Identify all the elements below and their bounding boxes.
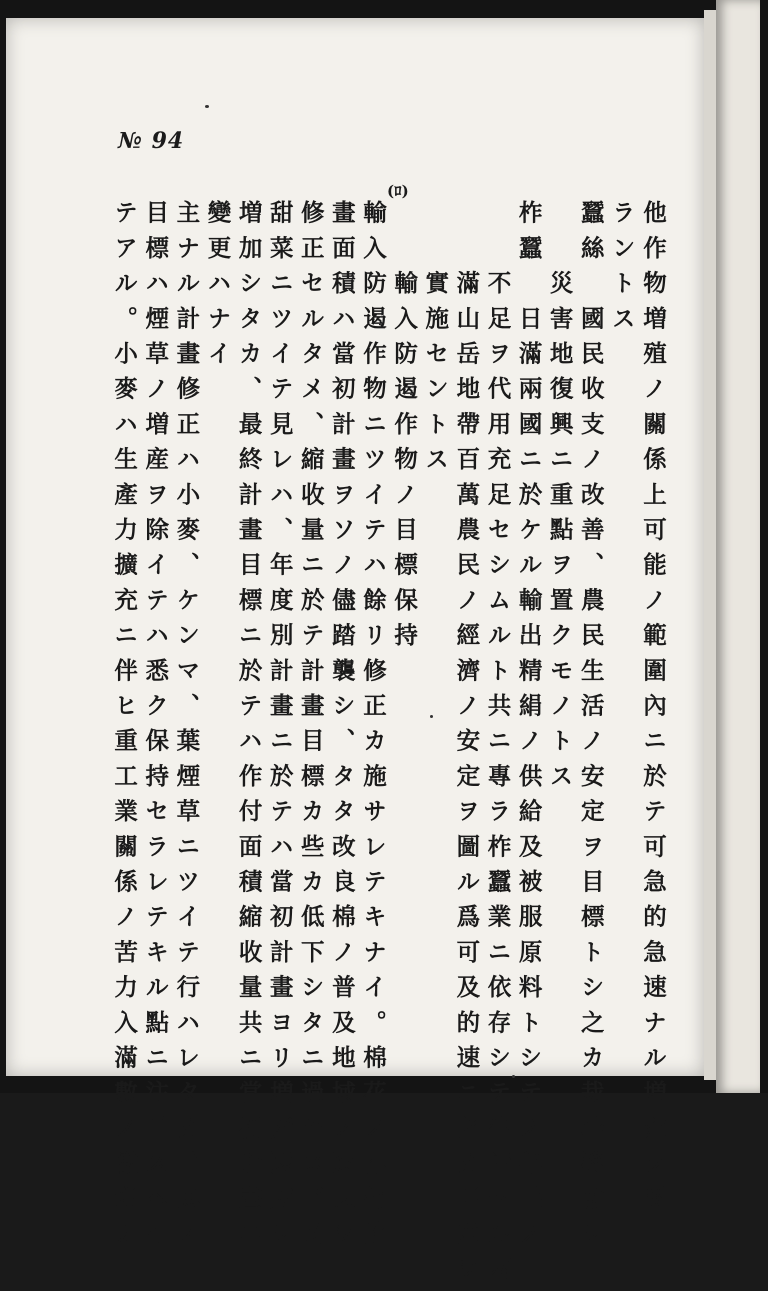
text-column: 畫面積ハ當初計畫ヲソノ儘踏襲シ、タタ改良棉ノ普及地域ノ過大ヲ [327,200,356,1256]
scan-speck [512,1075,515,1078]
scan-speck [205,105,209,108]
text-columns [110,200,670,1291]
text-column: 輸入防遏作物ノ目標保持 [390,200,419,658]
text-column: 柞蠶 日滿兩國ニ於ケル輸出精絹ノ供給及被服原料トシテノ羊毛ノ [514,200,543,1256]
binding-strip [716,0,760,1093]
paper-edge [704,10,716,1080]
text-column: 主ナル計畫修正ハ小麥、ケンマ、葉煙草ニツイテ行ハレタカ、其ノ [172,200,201,1256]
text-column: 滿山岳地帶百萬農民ノ經濟ノ安定ヲ圖ル爲可及的速ニ之カ増産ヲ [452,200,481,1291]
scan-speck [430,715,433,718]
text-column: 變更ハナイ [203,200,232,376]
text-column: 目標ハ煙草ノ増産ヲ除イテハ悉ク保持セラレテキル點ニ注目スヘキ [141,200,170,1256]
text-column: 實施セントス [421,200,450,482]
text-column: 輸入防遏作物ニツイテハ餘リ修正カ施サレテキナイ。棉花ノ作付計 [359,200,388,1256]
text-column: 災害地復興ニ重點ヲ置クモノトス [545,200,574,799]
text-column: 甜菜ニツイテ見レハ、年度別計畫ニ於テハ當初計畫ヨリ増産速度ヲ [265,200,294,1256]
text-column: 修正セルタメ、縮收量ニ於テ計畫目標カ些カ低下シタニ過キヌ。又 [296,200,325,1256]
text-column: 他作物増殖ノ關係上可能ノ範圍內ニ於テ可急的急速ナル増殖ヲ圖 [639,200,667,1221]
page-number: № 94 [118,128,185,154]
text-column: 蠶絲 國民收支ノ改善、農民生活ノ安定ヲ目標トシ之カ栽培獎勵ヲ [576,200,605,1256]
text-column: ラントス [607,200,636,341]
text-column: 不足ヲ代用充足セシムルト共ニ專ラ柞蠶業ニ依存シテ生活セル兩 [483,200,512,1291]
text-column: 増加シタカ、最終計畫目標ニ於テハ作付面積縮收量共ニ當初計畫ニ [234,200,263,1256]
text-column: テアル。小麥ハ生產力擴充ニ伴ヒ重工業關係ノ苦力入滿數ノ激増カ [110,200,139,1256]
section-mark: (ﾛ) [387,182,409,200]
